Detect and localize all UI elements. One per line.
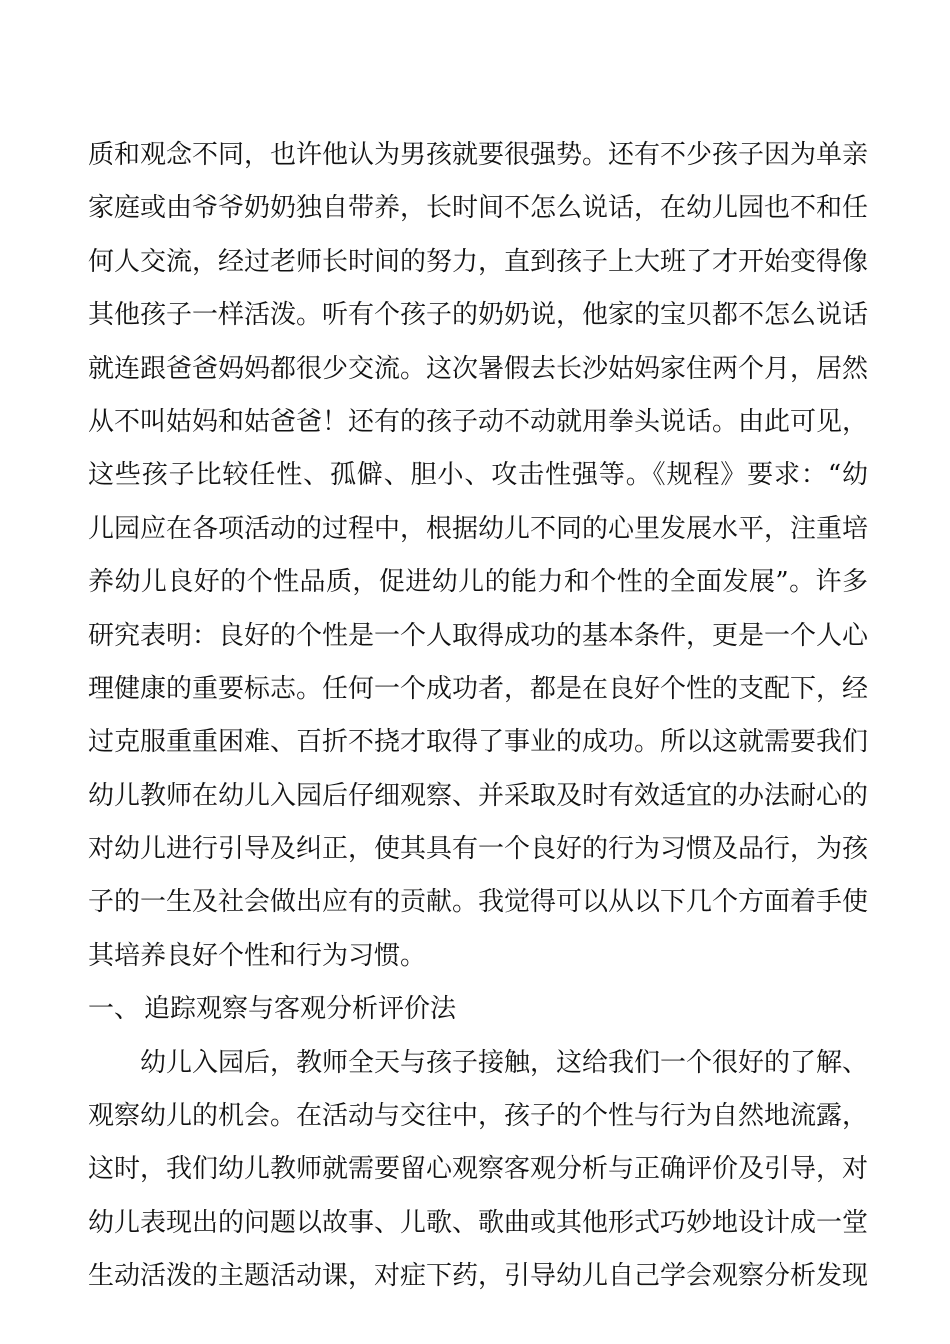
text-line: 养幼儿良好的个性品质，促进幼儿的能力和个性的全面发展”。许多 bbox=[88, 567, 868, 598]
paragraph-2 bbox=[88, 1037, 868, 1304]
text-line: 子的一生及社会做出应有的贡献。我觉得可以从以下几个方面着手使 bbox=[88, 887, 869, 918]
paragraph-1 bbox=[88, 129, 868, 983]
text-line: 理健康的重要标志。任何一个成功者，都是在良好个性的支配下，经 bbox=[88, 673, 869, 704]
text-line: 儿园应在各项活动的过程中，根据幼儿不同的心里发展水平，注重培 bbox=[88, 513, 869, 544]
text-line: 就连跟爸爸妈妈都很少交流。这次暑假去长沙姑妈家住两个月，居然 bbox=[88, 353, 869, 384]
text-line: 从不叫姑妈和姑爸爸！还有的孩子动不动就用拳头说话。由此可见， bbox=[88, 406, 869, 437]
text-line: 幼儿教师在幼儿入园后仔细观察、并采取及时有效适宜的办法耐心的 bbox=[88, 780, 869, 811]
text-line: 过克服重重困难、百折不挠才取得了事业的成功。所以这就需要我们 bbox=[88, 727, 869, 758]
text-line: 其他孩子一样活泼。听有个孩子的奶奶说，他家的宝贝都不怎么说话 bbox=[88, 300, 869, 331]
text-line: 质和观念不同，也许他认为男孩就要很强势。还有不少孩子因为单亲 bbox=[88, 140, 869, 170]
text-line: 对幼儿进行引导及纠正，使其具有一个良好的行为习惯及品行，为孩 bbox=[88, 834, 869, 865]
text-line: 何人交流，经过老师长时间的努力，直到孩子上大班了才开始变得像 bbox=[88, 246, 869, 277]
text-line: 家庭或由爷爷奶奶独自带养，长时间不怎么说话，在幼儿园也不和任 bbox=[88, 193, 869, 224]
text-line: 其培养良好个性和行为习惯。 bbox=[88, 940, 427, 971]
text-line: 研究表明：良好的个性是一个人取得成功的基本条件，更是一个人心 bbox=[88, 620, 869, 651]
section-title: 追踪观察与客观分析评价法 bbox=[144, 994, 457, 1025]
section-heading bbox=[88, 983, 868, 1036]
text-line: 这时，我们幼儿教师就需要留心观察客观分析与正确评价及引导，对 bbox=[88, 1154, 869, 1185]
text-line: 生动活泼的主题活动课，对症下药，引导幼儿自己学会观察分析发现 bbox=[88, 1261, 869, 1292]
section-number: 一、 bbox=[88, 994, 141, 1025]
text-line: 观察幼儿的机会。在活动与交往中，孩子的个性与行为自然地流露， bbox=[88, 1101, 869, 1132]
text-line: 这些孩子比较任性、孤僻、胆小、攻击性强等。《规程》要求：“幼 bbox=[88, 460, 868, 491]
text-line: 幼儿表现出的问题以故事、儿歌、歌曲或其他形式巧妙地设计成一堂 bbox=[88, 1207, 869, 1238]
document-body bbox=[88, 129, 868, 1304]
text-line: 幼儿入园后，教师全天与孩子接触，这给我们一个很好的了解、 bbox=[140, 1047, 869, 1078]
